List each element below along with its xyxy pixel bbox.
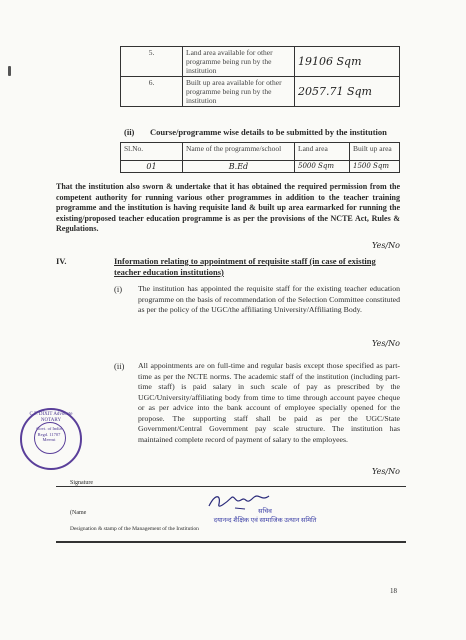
programme-name: B.Ed bbox=[183, 161, 295, 173]
table-row bbox=[121, 77, 400, 107]
section-ii-heading: Course/programme wise details to be submitted by the institution bbox=[150, 127, 387, 137]
row-number: 01 bbox=[121, 161, 183, 173]
section-iv-heading: Information relating to appointment of requisite staff (in case of existing teacher education institutions) bbox=[114, 256, 376, 277]
built-up-area-value: 1500 Sqm bbox=[350, 161, 400, 173]
page-number: 18 bbox=[390, 587, 397, 595]
designation-label: Designation & stamp of the Management of the Institution bbox=[70, 526, 199, 532]
table-header-row bbox=[121, 143, 400, 161]
seal-stamp-line1: सचिव bbox=[258, 508, 272, 515]
row-description: Land area available for other programme being run by the institution bbox=[183, 47, 295, 77]
notary-stamp bbox=[20, 408, 82, 470]
yes-no-mark: Yes/No bbox=[372, 241, 400, 250]
table-row bbox=[121, 161, 400, 173]
signature-label: Signature bbox=[70, 480, 93, 486]
footer-divider bbox=[56, 541, 406, 543]
signature-divider bbox=[56, 486, 406, 487]
item-ii-text: All appointments are on full-time and regular basis except those specified as part-time as per the NCTE norms. The academic staff of the institution (including part-time staff) is paid salary in such scale of pay as prescribed by the UGC/University/affiliating body from time to time through account payee cheque or as per advice into the bank account of employee specially opened for the propose. The supporting staff shall be paid as per the UGC/State Government/Central Government pay scale structure. The institution has maintained complete record of payment of salary to the employees. bbox=[138, 361, 400, 444]
name-label: (Name bbox=[70, 510, 87, 516]
notary-stamp-center-text: Govt. of India Regd. 11707 Meerut bbox=[36, 426, 62, 442]
yes-no-mark: Yes/No bbox=[372, 339, 400, 348]
yes-no-mark: Yes/No bbox=[372, 467, 400, 476]
column-header: Built up area bbox=[350, 143, 400, 161]
column-header: Land area bbox=[295, 143, 350, 161]
row-value: 19106 Sqm bbox=[295, 47, 400, 77]
item-i-text: The institution has appointed the requisite staff for the existing teacher education programme on the basis of recommendation of the Selection Committee constituted as per the policy of the UGC/the affiliating University/Affiliating Body. bbox=[138, 284, 400, 314]
punch-hole-mark bbox=[8, 66, 11, 76]
column-header: Sl.No. bbox=[121, 143, 183, 161]
seal-stamp-line2: दयानन्द शैक्षिक एवं सामाजिक उत्थान समिति bbox=[213, 517, 317, 524]
section-ii-label: (ii) bbox=[124, 127, 135, 137]
undertaking-paragraph: That the institution also sworn & undertake that it has obtained the required permission from the competent authority for running various other programmes in addition to the teacher training programme and the institution is having requisite land & built up area earmarked for running the existing/proposed teacher education programme is as per the provisions of the NCTE Act, Rules & Regulations. bbox=[56, 182, 400, 233]
section-iv-number: IV. bbox=[56, 256, 67, 266]
table-row bbox=[121, 47, 400, 77]
area-table bbox=[120, 46, 400, 107]
notary-stamp-ring-text: C.P. DIXIT Advocate NOTARY bbox=[29, 412, 73, 423]
row-description: Built up area available for other programme being run by the institution bbox=[183, 77, 295, 107]
row-number: 6. bbox=[121, 77, 183, 107]
item-i-label: (i) bbox=[114, 284, 123, 294]
programme-table bbox=[120, 142, 400, 173]
item-ii-label: (ii) bbox=[114, 361, 125, 371]
column-header: Name of the programme/school bbox=[183, 143, 295, 161]
land-area-value: 5000 Sqm bbox=[295, 161, 350, 173]
row-value: 2057.71 Sqm bbox=[295, 77, 400, 107]
row-number: 5. bbox=[121, 47, 183, 77]
